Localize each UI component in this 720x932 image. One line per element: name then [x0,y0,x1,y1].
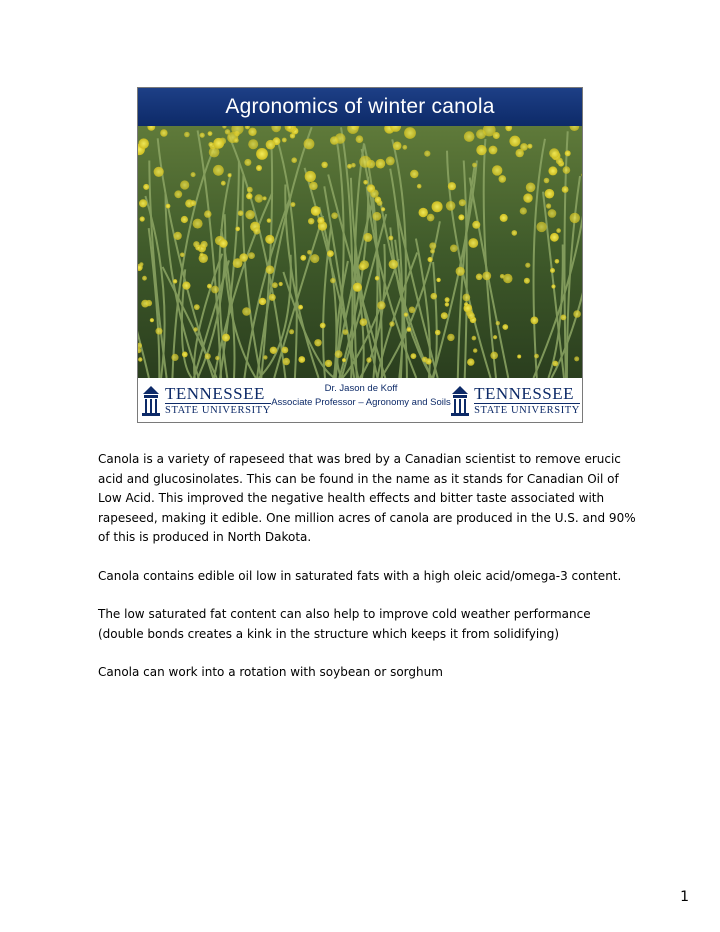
speaker-notes [98,450,638,683]
canola-flower [467,358,474,365]
canola-flower [375,276,380,281]
canola-flower [205,353,211,359]
canola-flower [476,145,486,155]
canola-flower [256,165,262,171]
tsu-logo-left [140,384,271,418]
canola-flower [330,278,335,283]
canola-flower [370,189,378,197]
canola-flower [447,334,454,341]
canola-flower [402,145,407,150]
canola-flower [225,129,230,134]
canola-flower [429,242,436,249]
notes-paragraph-2: Canola contains edible oil low in saturated fats with a high oleic acid/omega-3 content. [98,568,622,583]
canola-flower [526,183,536,193]
canola-flower [208,142,213,147]
canola-flower [272,282,278,288]
canola-flower [200,133,205,138]
canola-flower [574,356,579,361]
canola-flower [180,253,185,258]
canola-flower [351,163,356,168]
canola-flower [407,327,412,332]
canola-flower [389,321,394,326]
canola-flower [321,162,327,168]
canola-flower [517,355,521,359]
canola-flower [359,156,371,168]
canola-flower [509,136,520,147]
canola-flower [502,324,508,330]
canola-flower [463,294,471,302]
canola-flower [282,138,287,143]
canola-flower [561,315,567,321]
logo-line1: TENNESSEE [474,385,580,404]
canola-flower [140,216,145,221]
canola-flower [446,201,456,211]
canola-flower [244,159,251,166]
slide-title: Agronomics of winter canola [138,88,582,126]
canola-flower [527,144,532,149]
canola-flower [247,187,253,193]
canola-flower [489,146,498,155]
canola-flower [490,352,498,360]
canola-flower [520,143,528,151]
canola-flower [430,249,435,254]
canola-flower [493,132,500,139]
canola-flower [536,222,546,232]
canola-flower [248,252,255,259]
notes-paragraph-3: The low saturated fat content can also help to improve cold weather performance (double bonds creates a kink in the structure which keeps it from solidifying) [98,607,591,641]
canola-flower [431,293,438,300]
canola-flower [552,361,558,367]
canola-flower [291,202,296,207]
canola-flower [562,186,569,193]
canola-flower [246,193,252,199]
canola-flower [190,200,196,206]
canola-flower [472,163,477,168]
logo-line2: STATE UNIVERSITY [474,405,580,417]
canola-flower [456,267,465,276]
logo-line2: STATE UNIVERSITY [165,405,271,417]
canola-flower [525,263,530,268]
canola-flower [307,250,312,255]
canola-flower [512,230,518,236]
canola-flower [353,283,362,292]
canola-flower [409,307,416,314]
canola-flower [156,328,163,335]
notes-paragraph-4: Canola can work into a rotation with soybean or sorghum [98,665,443,679]
canola-flower [289,329,294,334]
canola-flower [565,150,571,156]
presenter-info [258,382,464,410]
canola-flower [310,254,319,263]
notes-paragraph-1: Canola is a variety of rapeseed that was bred by a Canadian scientist to remove erucic acid and glucosinolates. This can be found in the name as it stands for Canadian Oil of Low Acid. This improved the negative health effects and bitter taste associated with rapeseed, making it edible. One million acres of canola are produced in the U.S. and 90% of this is produced in North Dakota. [98,452,636,544]
canola-flower [171,354,178,361]
canola-flower [555,259,560,264]
canola-flower [201,241,208,248]
canola-flower [546,203,551,208]
canola-flower [211,286,219,294]
canola-flower [309,182,317,190]
canola-flower [482,272,491,281]
canola-flower [545,189,555,199]
canola-flower [492,165,502,175]
canola-flower [270,347,277,354]
canola-flower [417,184,422,189]
canola-flower [448,182,456,190]
canola-flower [389,236,394,241]
canola-flower [363,180,368,185]
canola-flower [459,199,466,206]
canola-flower [182,352,188,358]
canola-flower [267,218,271,222]
canola-flower [404,313,408,317]
canola-flower [419,208,428,217]
canola-flower [468,238,478,248]
canola-flower [320,323,326,329]
canola-flower [291,157,297,163]
canola-flower [570,213,580,223]
canola-flower [548,166,557,175]
canola-flower [298,305,303,310]
canola-flower [376,159,386,169]
canola-flower [493,335,497,339]
canola-flower [265,235,274,244]
canola-flower [290,133,295,138]
canola-flower [255,194,263,202]
canola-flower [389,260,398,269]
canola-flower [238,210,244,216]
canola-flower [174,190,182,198]
canola-flower [279,282,283,286]
canola-flower [222,334,230,342]
canola-flower [422,357,428,363]
canola-flower [184,132,190,138]
canola-flower [330,136,339,145]
canola-flower [393,142,402,151]
canola-flower [305,171,316,182]
canola-flower [219,239,228,248]
canola-flower [503,274,512,283]
canola-flower [138,357,142,361]
canola-flower [436,278,440,282]
canola-flower [473,348,477,352]
presenter-name: Dr. Jason de Koff [324,383,398,394]
canola-flower [500,214,508,222]
canola-flower [311,206,321,216]
canola-flower [173,279,177,283]
canola-flower [520,207,527,214]
canola-flower [472,336,477,341]
canola-flower [556,228,561,233]
canola-flower [531,317,539,325]
canola-flower [160,129,167,136]
canola-flower [193,219,203,229]
canola-flower [435,330,441,336]
canola-flower [410,170,418,178]
canola-flower [343,329,349,335]
canola-flower [335,350,343,358]
canola-flower [256,148,268,160]
canola-flower [208,131,213,136]
building-icon [140,385,162,417]
canola-flower [428,257,433,262]
canola-flower [550,233,559,242]
canola-flower [263,355,267,359]
canola-flower [194,304,200,310]
canola-flower [150,318,154,322]
canola-flower [300,255,306,261]
canola-flower [534,354,539,359]
canola-flower [234,138,239,143]
canola-flower [476,129,486,139]
canola-flower [327,250,334,257]
canola-flower [496,321,500,325]
canola-flower [141,300,149,308]
slide-thumbnail [137,87,583,423]
canola-flower [142,276,147,281]
presenter-title: Associate Professor – Agronomy and Soils [271,397,451,408]
canola-flower [253,227,260,234]
canola-flower [550,268,555,273]
canola-flower [381,207,385,211]
canola-flower [377,301,385,309]
canola-flower [308,218,314,224]
canola-field-photo [138,126,583,378]
canola-flower [269,294,276,301]
canola-flower [500,274,505,279]
canola-flower [143,184,149,190]
canola-flower [193,241,199,247]
canola-flower [154,167,164,177]
logo-line1: TENNESSEE [165,385,271,404]
canola-flower [221,181,226,186]
canola-flower [200,253,204,257]
canola-flower [464,302,468,306]
canola-flower [499,175,507,183]
canola-flower [259,298,266,305]
canola-flower [207,284,212,289]
building-icon [449,385,471,417]
canola-flower [551,284,555,288]
canola-flower [472,221,480,229]
canola-flower [266,140,276,150]
canola-flower [363,233,372,242]
canola-flower [441,312,448,319]
canola-flower [174,232,182,240]
canola-flower [245,210,254,219]
canola-flower [166,204,171,209]
canola-flower [476,274,483,281]
canola-flower [263,196,267,200]
canola-flower [356,135,364,143]
canola-flower [360,318,368,326]
canola-flower [215,356,219,360]
canola-flower [181,216,188,223]
canola-flower [549,148,559,158]
canola-flower [445,302,449,306]
canola-flower [386,156,395,165]
canola-flower [282,347,289,354]
canola-flower [266,265,275,274]
canola-flower [314,339,321,346]
page-number: 1 [680,889,689,905]
canola-flower [432,201,443,212]
canola-flower [242,307,251,316]
canola-flower [468,312,475,319]
canola-flower [182,282,190,290]
tsu-logo-right [449,384,580,418]
canola-flower [213,165,224,176]
canola-flower [235,227,240,232]
slide-footer [138,378,582,423]
canola-flower [317,217,324,224]
canola-flower [139,199,147,207]
canola-flower [548,209,557,218]
canola-flower [209,147,220,158]
canola-flower [373,212,382,221]
canola-flower [331,212,338,219]
canola-flower [248,139,258,149]
canola-flower [404,127,416,139]
canola-flower [445,297,450,302]
canola-flower [298,356,305,363]
canola-flower [248,128,256,136]
canola-flower [411,353,417,359]
canola-flower [544,178,550,184]
canola-flower [228,173,232,177]
canola-flower [304,139,315,150]
canola-flower [325,360,332,367]
canola-flower [458,214,464,220]
canola-flower [464,131,475,142]
canola-flower [450,245,458,253]
canola-flower [180,180,189,189]
canola-flower [193,327,197,331]
canola-flower [523,193,532,202]
canola-flower [573,310,581,318]
canola-flower [233,258,243,268]
canola-flower [563,166,571,174]
canola-flower [366,357,371,362]
canola-flower [342,358,346,362]
canola-flower [204,210,211,217]
canola-flower [191,172,196,177]
canola-flower [424,151,430,157]
canola-flower [139,138,149,148]
canola-flower [524,278,530,284]
canola-flower [359,263,367,271]
canola-flower [427,214,435,222]
canola-flower [283,358,290,365]
